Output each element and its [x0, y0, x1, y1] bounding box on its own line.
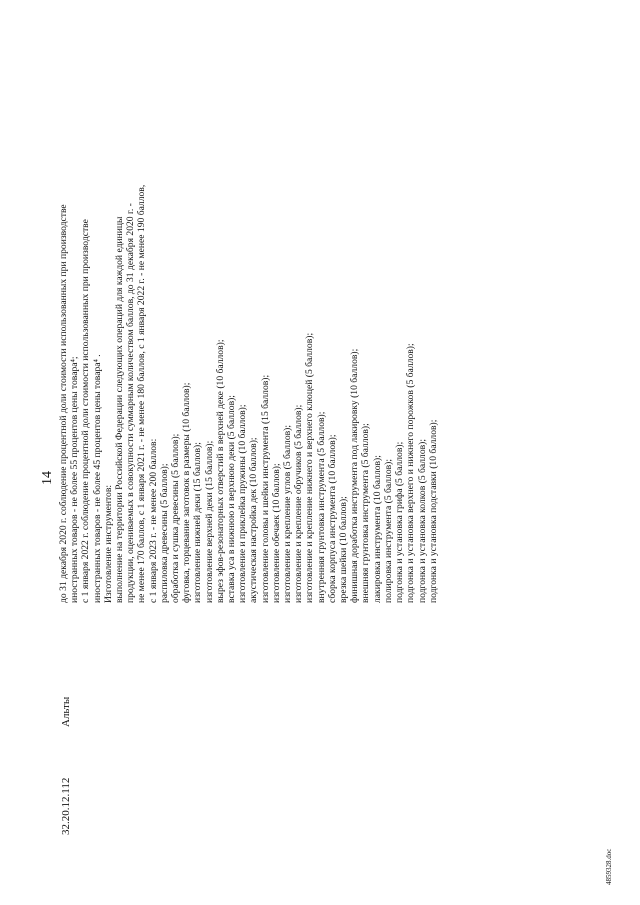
- page-number: 14: [40, 471, 55, 485]
- requirement-line: иностранных товаров - не более 45 процентов цены товара⁴ .: [91, 354, 103, 603]
- requirement-line: не менее 170 баллов, с 1 января 2021 г. - не менее 180 баллов, с 1 января 2022 г. - не менее 190 баллов,: [136, 184, 148, 603]
- requirement-line: изготовление нижней деки (15 баллов);: [192, 442, 204, 603]
- requirement-line: изготовление и приклейка пружины (10 баллов);: [237, 404, 249, 603]
- requirement-line: Изготовление инструментов:: [102, 484, 114, 603]
- requirement-line: изготовление и крепление обручиков (5 баллов);: [293, 404, 305, 603]
- requirement-line: продукции, оцениваемых в совокупности суммарным количеством баллов, до 31 декабря 2020 г. -: [125, 203, 137, 603]
- requirement-line: фуговка, торцевание заготовок в размеры (10 баллов);: [181, 382, 193, 603]
- requirement-line: подгонка и установка верхнего и нижнего порожков (5 баллов);: [405, 343, 417, 603]
- requirement-line: обработка и сушка древесины (5 баллов);: [170, 433, 182, 603]
- requirement-line: сборка корпуса инструмента (10 баллов);: [326, 434, 338, 603]
- requirement-line: финишная доработка инструмента под лакировку (10 баллов);: [349, 348, 361, 603]
- requirement-line: акустическая настройка дек (10 баллов);: [248, 437, 260, 603]
- requirement-line: внутренняя грунтовка инструмента (5 баллов);: [315, 411, 327, 603]
- requirement-line: изготовление и крепление нижнего и верхнего клюцей (5 баллов);: [304, 332, 316, 603]
- requirement-line: врезка шейки (10 баллов);: [338, 496, 350, 603]
- requirement-line: с 1 января 2023 г. - не менее 200 баллов:: [147, 438, 159, 603]
- requirement-line: распиловка древесины (5 баллов);: [158, 463, 170, 603]
- requirement-line: вставка уса в нижнюю и верхнюю деки (5 баллов);: [226, 395, 238, 603]
- requirement-line: иностранных товаров - не более 55 процентов цены товара⁴;: [69, 356, 81, 603]
- requirement-line: выполнение на территории Российской Федерации следующих операций для каждой единицы: [114, 216, 126, 603]
- requirement-line: изготовление обечаек (10 баллов);: [270, 463, 282, 603]
- requirement-line: подгонка и установка колков (5 баллов);: [416, 438, 428, 603]
- product-name: Альты: [60, 696, 72, 727]
- requirement-line: изготовление верхней деки (15 баллов);: [203, 440, 215, 603]
- requirement-line: внешняя грунтовка инструмента (5 баллов);: [360, 423, 372, 603]
- requirement-line: подгонка и установка подставки (10 баллов);: [427, 419, 439, 603]
- requirement-line: с 1 января 2022 г. соблюдение процентной доли стоимости использованных при производстве: [80, 219, 92, 603]
- requirement-line: вырез эфов-резонаторных отверстий в верхней деке (10 баллов);: [214, 339, 226, 603]
- requirement-line: полировка инструмента (5 баллов);: [382, 458, 394, 603]
- requirements-text: [58, 13, 439, 603]
- document-id: 4859328.doc: [605, 848, 613, 885]
- requirement-line: изготовление и крепление углов (5 баллов);: [282, 424, 294, 603]
- requirement-line: подгонка и установка грифа (5 баллов);: [394, 441, 406, 603]
- product-code: 32.20.12.112: [60, 777, 72, 835]
- requirement-line: изготовление головы и шейки инструмента (15 баллов);: [259, 374, 271, 603]
- requirement-line: до 31 декабря 2020 г. соблюдение процентной доли стоимости использованных при производстве: [58, 204, 69, 603]
- requirement-line: лакировка инструмента (10 баллов);: [371, 455, 383, 603]
